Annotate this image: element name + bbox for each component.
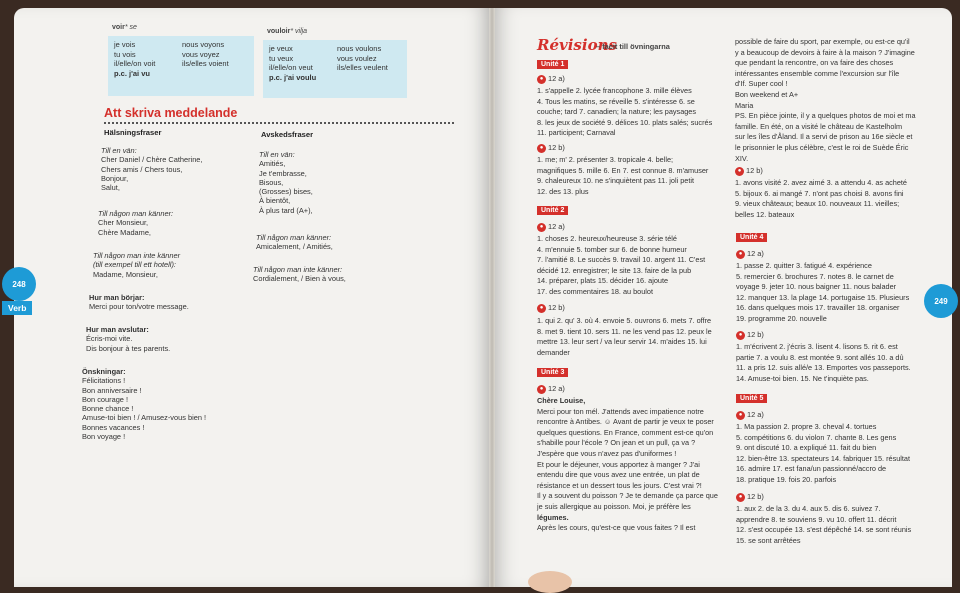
wishes-block [82,367,206,441]
phrase-line: Bisous, [259,177,284,187]
answer-line: 18. pratique 19. fois 20. parfois [736,474,837,484]
voir-conjugation-box [108,36,254,96]
group-sublabel: (till exempel till ett hotell): [93,260,176,270]
answer-line: Et pour le déjeuner, vous apportez à manger ? J'ai [537,459,700,469]
answer-line: 12. s'est occupée 13. s'est dépêché 14. se sont réunis [736,525,912,535]
phrase-line: Bon anniversaire ! [82,385,142,395]
greetings-unknown-block [93,251,180,279]
exercise-bullet-icon: ● [537,385,546,394]
thumb-holding-page [528,571,572,593]
answer-line: belles 12. bateaux [735,209,795,219]
exercise-bullet-icon: ● [735,167,744,176]
exercise-bullet-icon: ● [736,411,745,420]
farewells-known-block [256,233,333,252]
conj-line: tu vois [114,49,136,59]
answer-line: s'habille pour l'école ? On jean et un pull, ça va ? [537,438,696,448]
farewells-friend-block [259,150,313,215]
answer-line: Merci pour ton mél. J'attends avec impatience notre [537,406,704,416]
exercise-label: ● 12 a) [537,222,565,232]
answer-line: quelques questions. En France, comment est-ce qu'on [537,427,714,437]
conj-line: ils/elles voient [182,59,229,68]
answer-line: sur les îles d'Åland. Il a servi de prison au 16e siècle et [735,132,913,142]
answer-line: Bon weekend et A+ [735,89,799,99]
phrase-line: Bonne chance ! [82,404,134,414]
answer-line: 5. bijoux 6. ai mangé 7. n'ont pas choisi 8. avons fini [735,188,904,198]
verb-tab[interactable]: Verb [2,301,32,315]
block-heading: Hur man avslutar: [86,325,149,334]
phrase-line: Cordialement, / Bien à vous, [253,274,346,284]
answer-block [537,234,705,298]
book-gutter [489,8,495,587]
answer-line: rencontre à Antibes. ☺ Avant de partir je veux te poser [537,417,714,427]
group-label: Till någon man känner: [256,233,332,242]
exercise-bullet-icon: ● [736,493,745,502]
answer-line: 7. l'amitié 8. Le succès 9. travail 10. argent 11. C'est [537,255,706,265]
exercise-bullet-icon: ● [537,75,546,84]
group-label: Till en vän: [101,146,137,155]
phrase-line: Chers amis / Chers tous, [101,164,183,174]
vouloir-conjugation-box [263,40,407,98]
answer-line: demander [537,347,570,357]
revisions-title: Révisions [537,36,617,54]
answer-block [735,178,907,220]
answer-line: 9. ont discuté 10. a expliqué 11. fait du bien [736,443,877,453]
phrase-line: À bientôt, [259,196,291,206]
answer-line: y a beaucoup de devoirs à faire à la maison ? J'imagine [735,47,915,57]
answer-line: 1. qui 2. qu' 3. où 4. envoie 5. ouvrons 6. mets 7. offre [537,316,712,325]
answer-line: d'If. Super cool ! [735,79,788,89]
exercise-bullet-icon: ● [537,223,546,232]
answer-block [537,155,708,197]
answer-line: mettre 13. leur sert / va leur servir 14. m'aides 15. lui [537,337,707,347]
answer-line: voyage 9. jeter 10. nous baigner 11. nous balader [736,282,897,292]
vouloir-plural [337,44,388,73]
answer-line: possible de faire du sport, par exemple, ou est-ce qu'il [735,37,910,46]
how-to-start-block [89,293,189,312]
phrase-line: Amitiés, [259,159,286,169]
answer-block [736,504,911,546]
farewells-heading: Avskedsfraser [261,130,314,139]
answer-line: 12. bien-être 13. spectateurs 14. fabriquer 15. résultat [736,453,911,463]
phrase-line: Amuse-toi bien ! / Amusez-vous bien ! [82,413,207,423]
unit-badge: Unité 2 [537,206,568,215]
answer-line: intéressantes ensemble comme l'excursion sur l'île [735,68,900,78]
answer-line: famille. En été, on a visité le château de Kastelholm [735,121,903,131]
conj-line: tu veux [269,53,294,63]
phrase-line: (Grosses) bises, [259,187,313,197]
phrase-line: Écris-moi vite. [86,334,133,344]
phrase-line: Bonnes vacances ! [82,422,145,432]
answer-line: 1. Ma passion 2. propre 3. cheval 4. tortues [736,422,877,431]
answer-line: je suis allergique au poisson. Moi, je préfère les [537,501,691,511]
exercise-label: ● 12 b) [736,330,764,340]
phrase-line: Madame, Monsieur, [93,269,158,279]
answer-line: 16. admire 17. est fana/un passionné/accro de [736,464,887,474]
answer-block [736,342,911,384]
phrase-line: Félicitations ! [82,376,126,386]
answer-line: 12. des 13. plus [537,186,589,196]
unit-badge: Unité 1 [537,60,568,69]
answer-block [736,422,910,486]
group-label: Till någon man inte känner [93,251,181,260]
answer-line: 16. dans quelques mois 17. travailler 18. organiser [736,303,900,313]
conj-line: il/elle/on voit [114,59,156,68]
exercise-label: ● 12 b) [537,303,565,313]
answer-line: 1. avons visité 2. avez aimé 3. a attendu 4. as acheté [735,178,907,187]
phrase-line: Bon courage ! [82,394,129,404]
exercise-bullet-icon: ● [736,250,745,259]
answer-block [537,86,712,139]
exercise-bullet-icon: ● [537,144,546,153]
answer-line: magnifiques 5. mille 6. En 7. est connue 8. m'amuser [537,165,709,175]
answer-line: 15. se sont arrêtées [736,535,801,545]
conj-line: p.c. j'ai voulu [269,72,317,82]
conj-line: ils/elles veulent [337,63,388,72]
conj-line: nous voulons [337,44,382,53]
voir-singular [114,40,155,78]
group-label: Till någon man känner: [98,209,174,218]
answer-line: 12. manquer 13. la plage 14. portugaise 15. Plusieurs [736,292,910,302]
answer-line: Après les cours, qu'est-ce que vous faites ? Il est [537,523,696,533]
greetings-known-block [98,209,173,237]
conj-line: p.c. j'ai vu [114,68,150,78]
answer-line: légumes. [537,512,569,522]
conj-line: nous voyons [182,40,225,49]
answer-line: entendu dire que vous avez une entrée, un plat de [537,470,700,480]
answer-line: Chère Louise, [537,396,586,405]
answer-line: 1. me; m' 2. présenter 3. tropicale 4. belle; [537,155,674,164]
answer-line: 4. m'ennuie 5. tomber sur 6. de bonne humeur [537,244,687,254]
revisions-subtitle: – facit till övningarna [596,42,670,51]
answer-line: 8. les jeux de société 9. délices 10. plats salés; sucrés [537,117,713,127]
answer-line: Maria [735,100,754,110]
answer-line: 5. remercier 6. brochures 7. notes 8. le carnet de [736,271,894,281]
answer-line: que pendant la rencontre, on va faire des choses [735,58,894,68]
block-heading: Önskningar: [82,367,126,376]
exercise-label: ● 12 b) [735,166,763,176]
voir-heading: voir* se [112,24,137,31]
phrase-line: Bonjour, [101,173,129,183]
section-title: Att skriva meddelande [104,106,238,120]
answer-line: partie 7. a voulu 8. est montée 9. sont allés 10. a dû [736,352,904,362]
answer-line: 8. met 9. tient 10. sers 11. ne les vend pas 12. peux le [537,326,712,336]
vouloir-singular [269,44,316,82]
block-heading: Hur man börjar: [89,293,145,302]
answer-line: 11. participent; Carnaval [537,128,616,138]
answer-line: XIV. [735,153,749,163]
answer-line: 4. Tous les matins, se réveille 5. s'intéresse 6. se [537,96,695,106]
conj-line: je veux [269,44,293,53]
phrase-line: Chère Madame, [98,227,151,237]
answer-line: décidé 12. enregistrer; le site 13. faire de la pub [537,265,692,275]
greetings-heading: Hälsningsfraser [104,128,162,137]
answer-line: 14. préparer, plats 15. décider 16. ajoute [537,276,669,286]
how-to-end-block [86,325,170,353]
answer-line: 14. Amuse-toi bien. 15. Ne t'inquiète pas. [736,373,869,383]
phrase-line: Salut, [101,183,120,193]
exercise-label: ● 12 a) [736,249,764,259]
phrase-line: Dis bonjour à tes parents. [86,343,171,353]
answer-line: résistance et un dessert tous les jours. C'est vrai ?! [537,480,702,490]
answer-line: 1. aux 2. de la 3. du 4. aux 5. dis 6. suivez 7. [736,504,881,513]
unit-badge: Unité 5 [736,394,767,403]
answer-line: J'espère que vous n'avez pas d'uniformes ! [537,448,677,458]
answer-line: 9. vieux châteaux; beaux 10. nouveaux 11. vieilles; [735,199,900,209]
answer-line: 1. passe 2. quitter 3. fatigué 4. expérience [736,261,872,270]
letter-continuation-block [735,37,947,164]
group-label: Till någon man inte känner: [253,265,343,274]
answer-line: 9. chaleureux 10. ne s'inquiètent pas 11. joli petit [537,176,695,186]
conj-line: vous voulez [337,53,377,63]
dotted-divider [104,122,454,124]
exercise-label: ● 12 a) [537,74,565,84]
answer-line: 17. des commentaires 18. au boulot [537,286,654,296]
answer-line: 1. s'appelle 2. lycée francophone 3. mille élèves [537,86,692,95]
voir-plural [182,40,229,69]
phrase-line: Bon voyage ! [82,432,126,442]
farewells-unknown-block [253,265,346,284]
answer-line: 11. a pris 12. suis allé/e 13. Emportes vos passeports. [736,363,911,373]
answer-block [537,316,712,358]
exercise-bullet-icon: ● [736,331,745,340]
unit-badge: Unité 4 [736,233,767,242]
phrase-line: Cher Monsieur, [98,218,149,228]
phrase-line: Je t'embrasse, [259,168,307,178]
vouloir-heading: vouloir* vilja [267,28,308,35]
answer-line: 19. programme 20. nouvelle [736,313,827,323]
conj-line: vous voyez [182,49,220,59]
conj-line: je vois [114,40,136,49]
answer-line: apprendre 8. te souviens 9. vu 10. offert 11. décrit [736,514,897,524]
exercise-label: ● 12 a) [537,384,565,394]
unit-badge: Unité 3 [537,368,568,377]
answer-line: 5. compétitions 6. du violon 7. chante 8. Les gens [736,432,897,442]
exercise-label: ● 12 a) [736,410,764,420]
phrase-line: À plus tard (A+), [259,205,313,215]
phrase-line: Cher Daniel / Chère Catherine, [101,155,203,165]
page-number-249: 249 [924,284,958,318]
exercise-label: ● 12 b) [736,492,764,502]
page-number-248: 248 [2,267,36,301]
exercise-label: ● 12 b) [537,143,565,153]
group-label: Till en vän: [259,150,295,159]
conj-line: il/elle/on veut [269,63,313,72]
letter-answer-block [537,396,718,534]
answer-line: 1. choses 2. heureux/heureuse 3. série télé [537,234,677,243]
answer-block [736,261,909,325]
exercise-bullet-icon: ● [537,304,546,313]
answer-line: le prisonnier le plus célèbre, c'est le roi de Suède Éric [735,142,909,152]
phrase-line: Amicalement, / Amitiés, [256,242,333,252]
phrase-line: Merci pour ton/votre message. [89,302,189,312]
greetings-friend-block [101,146,202,192]
answer-line: Il y a souvent du poisson ? Je te demande ça parce que [537,491,718,501]
answer-line: PS. En pièce jointe, il y a quelques photos de moi et ma [735,111,916,121]
answer-line: 1. m'écrivent 2. j'écris 3. lisent 4. lisons 5. rit 6. est [736,342,898,351]
answer-line: couche; tard 7. canadien; la nature; les paysages [537,107,697,117]
